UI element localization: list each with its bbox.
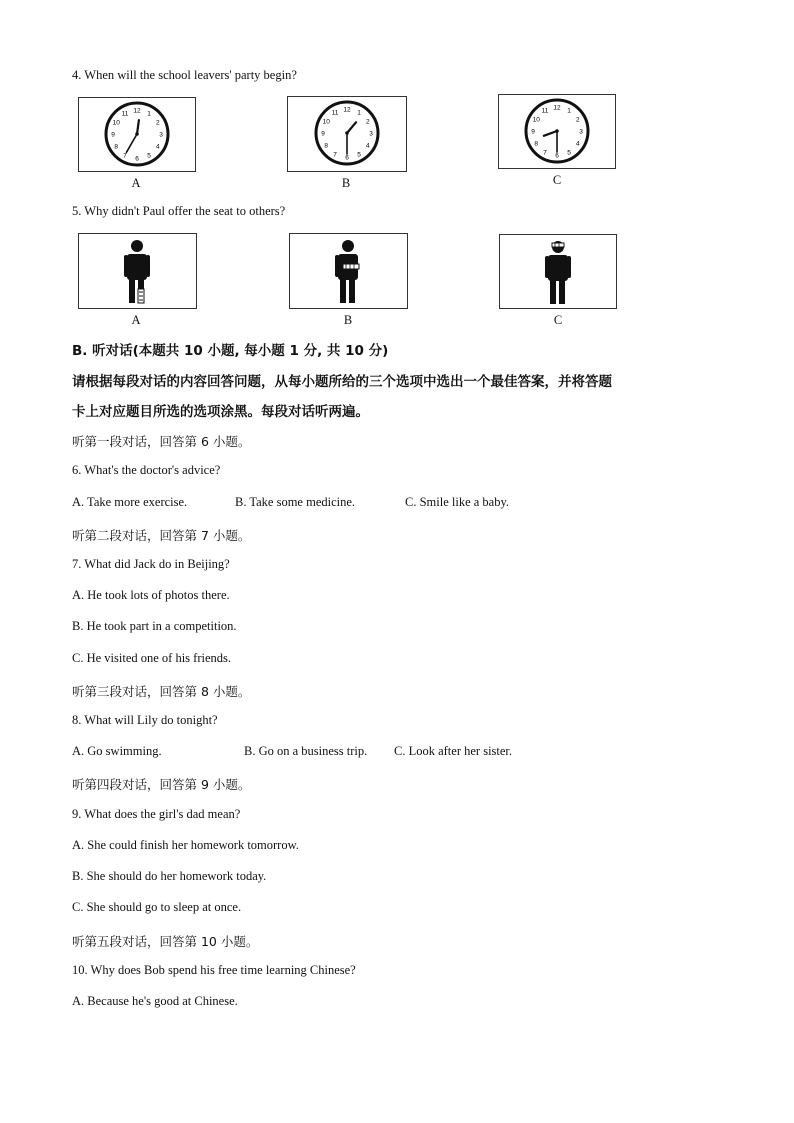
q9-option-b: B. She should do her homework today. — [72, 869, 267, 883]
q10-question: 10. Why does Bob spend his free time learning Chinese? — [72, 963, 356, 977]
q8-question: 8. What will Lily do tonight? — [72, 713, 218, 727]
q8-option-c: C. Look after her sister. — [394, 744, 513, 758]
section-b-instruction-1: 请根据每段对话的内容回答问题，从每小题所给的三个选项中选出一个最佳答案，并将答题 — [72, 374, 612, 390]
q7-option-b: B. He took part in a competition. — [72, 619, 237, 633]
q5-label-c: C — [553, 313, 563, 327]
clock-center — [345, 131, 349, 135]
dialog-1-intro: 听第一段对话，回答第 6 小题。 — [72, 434, 251, 449]
q4-question: 4. When will the school leavers' party begin? — [72, 68, 297, 82]
clock-icon — [79, 98, 195, 171]
clock-numeral: 8 — [114, 143, 119, 151]
clock-numeral: 5 — [567, 149, 571, 157]
clock-numeral: 1 — [147, 110, 151, 118]
q5-figure-c — [499, 234, 617, 309]
clock-numeral: 12 — [343, 106, 351, 114]
person-on-crutch-icon — [79, 234, 196, 308]
clock-numeral: 7 — [123, 152, 127, 160]
q6-option-a: A. Take more exercise. — [72, 495, 188, 509]
clock-icon — [288, 97, 406, 171]
clock-numeral: 3 — [159, 131, 163, 139]
q10-option-a: A. Because he's good at Chinese. — [72, 994, 238, 1008]
clock-numeral: 2 — [365, 118, 370, 126]
q4-clock-c — [498, 94, 616, 169]
q9-option-c: C. She should go to sleep at once. — [72, 900, 242, 914]
dialog-3-intro: 听第三段对话，回答第 8 小题。 — [72, 684, 251, 699]
clock-numeral: 1 — [357, 109, 361, 117]
q6-option-b: B. Take some medicine. — [235, 495, 356, 509]
section-b-instruction-2: 卡上对应题目所选的选项涂黑。每段对话听两遍。 — [72, 404, 369, 420]
clock-numeral: 4 — [575, 140, 580, 148]
clock-numeral: 2 — [155, 119, 160, 127]
q7-question: 7. What did Jack do in Beijing? — [72, 557, 230, 571]
clock-numeral: 12 — [133, 107, 141, 115]
clock-numeral: 9 — [321, 130, 325, 138]
section-b-heading: B. 听对话(本题共 10 小题, 每小题 1 分, 共 10 分) — [72, 343, 389, 359]
clock-numeral: 11 — [121, 110, 129, 118]
clock-numeral: 5 — [147, 152, 151, 160]
q9-option-a: A. She could finish her homework tomorrow. — [72, 838, 299, 852]
q4-clock-b — [287, 96, 407, 172]
q5-figure-a — [78, 233, 197, 309]
clock-numeral: 4 — [365, 142, 370, 150]
dialog-4-intro: 听第四段对话，回答第 9 小题。 — [72, 777, 251, 792]
clock-numeral: 4 — [155, 143, 160, 151]
clock-numeral: 7 — [543, 149, 547, 157]
clock-numeral: 3 — [369, 130, 373, 138]
clock-numeral: 8 — [534, 140, 539, 148]
clock-numeral: 10 — [532, 116, 540, 124]
q5-figure-b — [289, 233, 408, 309]
clock-numeral: 11 — [331, 109, 339, 117]
clock-numeral: 7 — [333, 151, 337, 159]
q5-label-a: A — [131, 313, 141, 327]
clock-numeral: 12 — [553, 104, 561, 112]
clock-numeral: 9 — [111, 131, 115, 139]
q4-clock-a — [78, 97, 196, 172]
q8-option-a: A. Go swimming. — [72, 744, 162, 758]
dialog-2-intro: 听第二段对话，回答第 7 小题。 — [72, 528, 251, 543]
clock-center — [135, 132, 139, 136]
q6-question: 6. What's the doctor's advice? — [72, 463, 221, 477]
q8-option-b: B. Go on a business trip. — [244, 744, 368, 758]
clock-icon — [499, 95, 615, 168]
q4-label-c: C — [552, 173, 562, 187]
person-head-bandage-icon — [500, 235, 616, 308]
clock-numeral: 2 — [575, 116, 580, 124]
clock-numeral: 5 — [357, 151, 361, 159]
clock-center — [555, 129, 559, 133]
clock-numeral: 8 — [324, 142, 329, 150]
q7-option-a: A. He took lots of photos there. — [72, 588, 230, 602]
q5-question: 5. Why didn't Paul offer the seat to others? — [72, 204, 286, 218]
clock-numeral: 6 — [555, 152, 559, 160]
q4-label-a: A — [131, 176, 141, 190]
q7-option-c: C. He visited one of his friends. — [72, 651, 232, 665]
person-arm-sling-icon — [290, 234, 407, 308]
q9-question: 9. What does the girl's dad mean? — [72, 807, 241, 821]
q4-label-b: B — [341, 176, 351, 190]
clock-numeral: 1 — [567, 107, 571, 115]
clock-numeral: 3 — [579, 128, 583, 136]
dialog-5-intro: 听第五段对话，回答第 10 小题。 — [72, 934, 259, 949]
clock-numeral: 9 — [531, 128, 535, 136]
q5-label-b: B — [343, 313, 353, 327]
q6-option-c: C. Smile like a baby. — [405, 495, 510, 509]
clock-numeral: 10 — [112, 119, 120, 127]
clock-numeral: 6 — [135, 155, 139, 163]
clock-numeral: 11 — [541, 107, 549, 115]
clock-numeral: 6 — [345, 154, 349, 162]
clock-numeral: 10 — [322, 118, 330, 126]
